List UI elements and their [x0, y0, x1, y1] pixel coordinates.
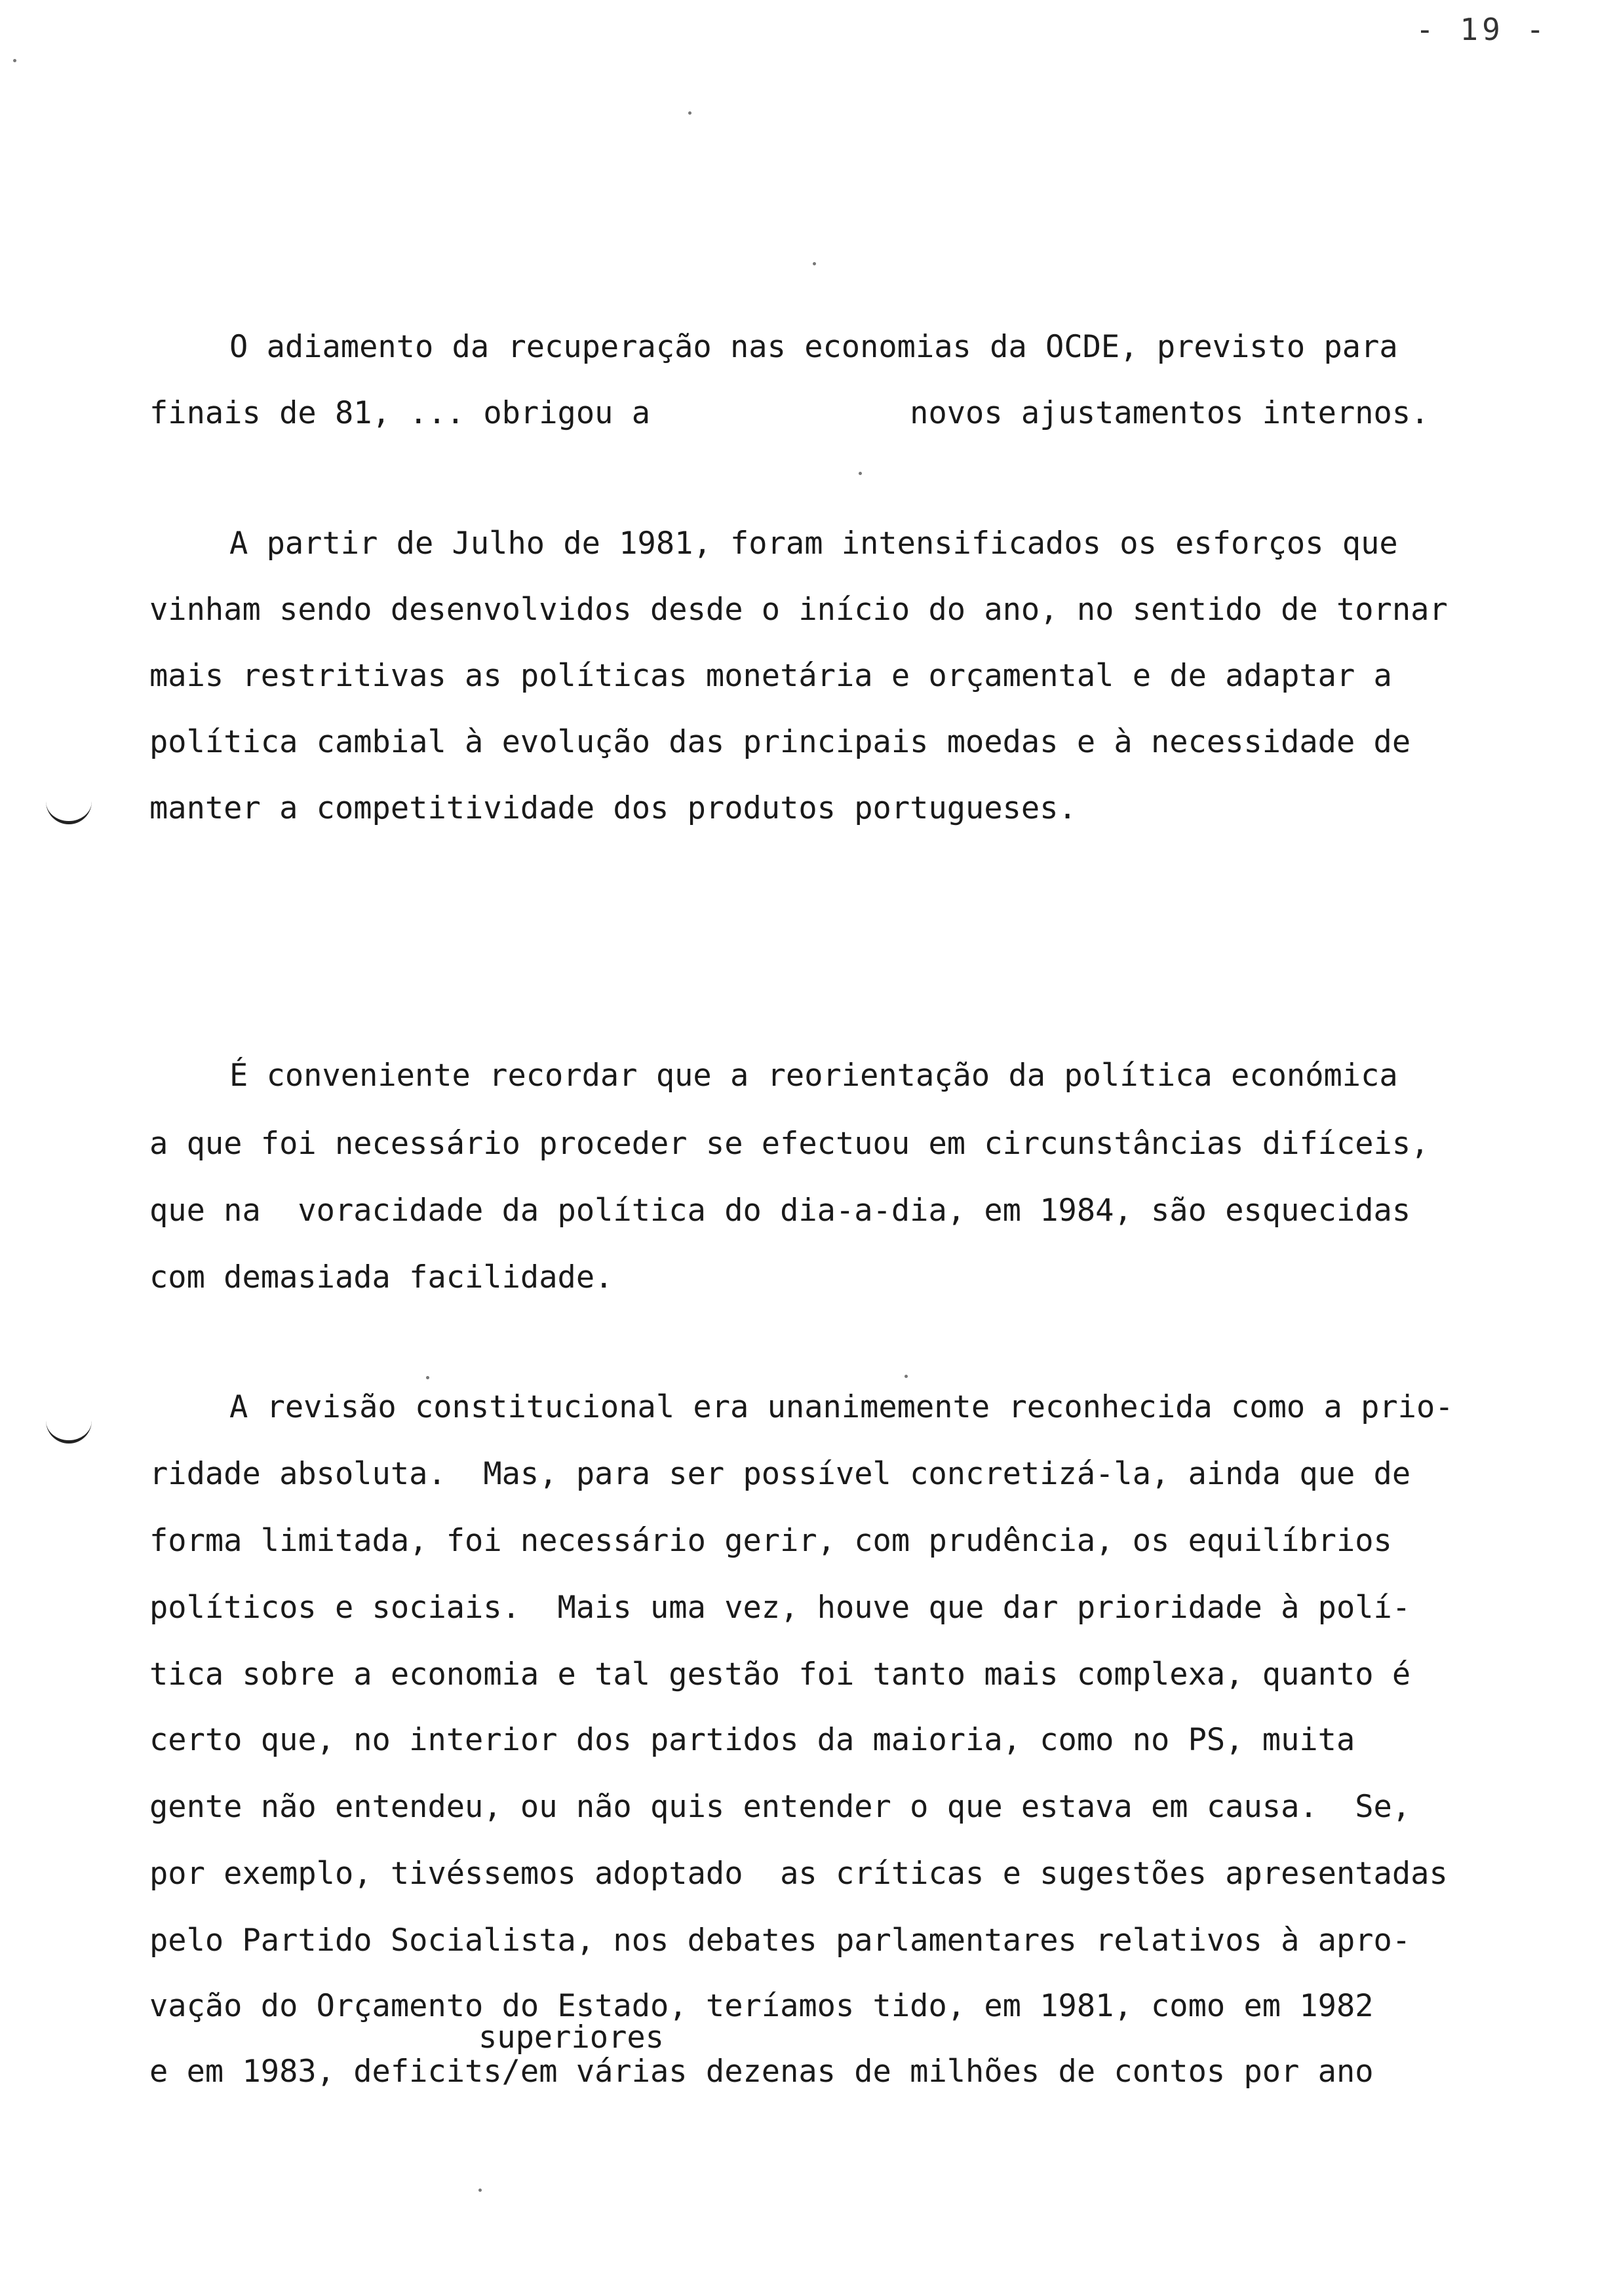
speck — [905, 1375, 908, 1378]
p3-line-2: a que foi necessário proceder se efectuou em circunstâncias difíceis, — [149, 1126, 1430, 1162]
margin-mark — [46, 1415, 92, 1444]
p4-line-10: vação do Orçamento do Estado, teríamos tido, em 1981, como em 1982 — [149, 1988, 1374, 2024]
speck — [426, 1376, 429, 1379]
p4-line-3: forma limitada, foi necessário gerir, com prudência, os equilíbrios — [149, 1523, 1392, 1559]
speck — [478, 2189, 482, 2192]
handwritten-insertion: superiores — [478, 2019, 664, 2056]
p2-line-3: mais restritivas as políticas monetária e orçamental e de adaptar a — [149, 658, 1392, 694]
speck — [859, 472, 862, 475]
p4-line-11: e em 1983, deficits/em várias dezenas de milhões de contos por ano — [149, 2054, 1374, 2090]
p3-line-1: É conveniente recordar que a reorientação da política económica — [229, 1058, 1398, 1094]
p3-line-3: que na voracidade da política do dia-a-dia, em 1984, são esquecidas — [149, 1193, 1411, 1229]
p4-line-4: políticos e sociais. Mais uma vez, houve que dar prioridade à polí- — [149, 1590, 1411, 1626]
p4-line-2: ridade absoluta. Mas, para ser possível concretizá-la, ainda que de — [149, 1456, 1411, 1492]
speck — [13, 59, 16, 62]
p2-line-2: vinham sendo desenvolvidos desde o início do ano, no sentido de tornar — [149, 592, 1448, 628]
p3-line-4: com demasiada facilidade. — [149, 1259, 613, 1295]
p4-line-7: gente não entendeu, ou não quis entender o que estava em causa. Se, — [149, 1789, 1411, 1825]
p4-line-9: pelo Partido Socialista, nos debates parlamentares relativos à apro- — [149, 1923, 1411, 1959]
p4-line-8: por exemplo, tivéssemos adoptado as críticas e sugestões apresentadas — [149, 1856, 1448, 1892]
p2-line-4: política cambial à evolução das principais moedas e à necessidade de — [149, 724, 1411, 760]
speck — [688, 111, 691, 115]
p4-line-5: tica sobre a economia e tal gestão foi tanto mais complexa, quanto é — [149, 1656, 1411, 1693]
p4-line-6: certo que, no interior dos partidos da maioria, como no PS, muita — [149, 1722, 1355, 1758]
p1-line-1: O adiamento da recuperação nas economias da OCDE, previsto para — [229, 329, 1398, 365]
margin-mark — [46, 796, 92, 824]
p1-line-2: finais de 81, ... obrigou a novos ajustamentos internos. — [149, 395, 1430, 431]
p2-line-5: manter a competitividade dos produtos portugueses. — [149, 790, 1077, 826]
speck — [813, 262, 816, 265]
p2-line-1: A partir de Julho de 1981, foram intensificados os esforços que — [229, 526, 1398, 562]
page-number: - 19 - — [1416, 12, 1549, 47]
p4-line-1: A revisão constitucional era unanimemente reconhecida como a prio- — [229, 1389, 1454, 1425]
